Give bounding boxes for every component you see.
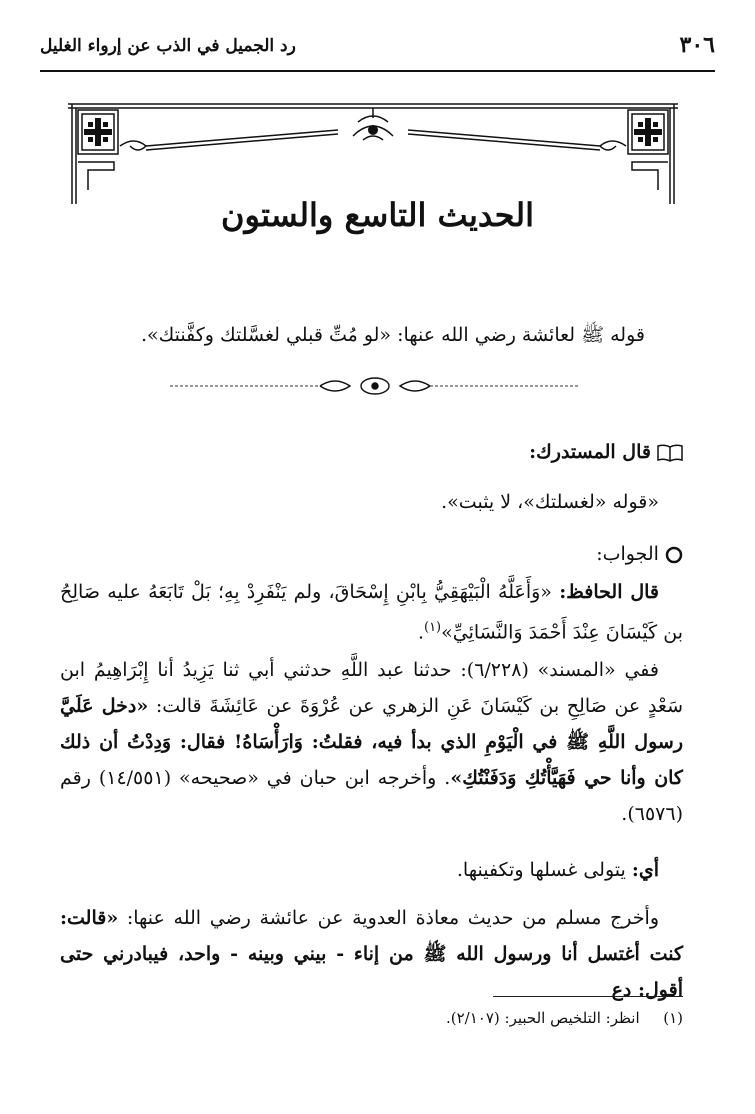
paragraph-explanation — [60, 852, 683, 888]
answer-label: الجواب: — [596, 543, 659, 565]
paragraph-muslim — [60, 900, 683, 1008]
hafiz-end: . — [417, 621, 424, 644]
paragraph-musnad — [60, 652, 683, 832]
muslim-matn: «قالت: كنت أغتسل أنا ورسول الله ﷺ من إناء - بيني وبينه - واحد، فيبادرني حتى أقول: دع — [60, 907, 683, 1001]
running-header — [40, 30, 715, 66]
open-book-icon — [657, 444, 683, 462]
footnote-ref: (١) — [423, 620, 442, 635]
musnad-matn: «دخل عَلَيَّ رسول اللَّهِ ﷺ في الْيَوْمِ الذي بدأ فيه، فقلتُ: وَارَأْسَاهُ! فقال: وَدِدْتُ أن ذلك كان وأنا حي فَهَيَّأْتُكِ وَدَفَنْتُكِ» — [60, 695, 683, 789]
explanation-text: يتولى غسلها وتكفينها. — [456, 859, 632, 881]
page-number: ٣٠٦ — [679, 32, 715, 58]
chapter-title: الحديث التاسع والستون — [221, 196, 534, 234]
separator-ornament — [170, 372, 580, 400]
mustadrik-heading — [60, 434, 683, 470]
explanation-lead: أي: — [631, 859, 659, 881]
book-title: رد الجميل في الذب عن إرواء الغليل — [40, 36, 296, 56]
hafiz-lead: قال الحافظ: — [559, 581, 659, 603]
header-rule — [40, 70, 715, 72]
mustadrik-label: قال المستدرك: — [529, 441, 651, 463]
musnad-isnad: ففي «المسند» (٦/٢٢٨): حدثنا عبد اللَّهِ حدثني أبي ثنا يَزِيدُ أنا إِبْرَاهِيمُ ابن سَعْدٍ عن صَالِحِ بن كَيْسَانَ عَنِ الزهري عن عُرْوَةَ عن عَائِشَةَ قالت: — [60, 659, 683, 717]
footnote — [60, 1006, 683, 1030]
footnote-number: (١) — [663, 1009, 683, 1027]
circle-bullet-icon — [665, 546, 683, 564]
ornamental-frame — [68, 100, 678, 210]
footnote-rule — [493, 996, 683, 997]
musnad-takhrij: . وأخرجه ابن حبان في «صحيحه» (١٤/٥٥١) رقم (٦٥٧٦). — [60, 767, 683, 825]
hadith-statement: قوله ﷺ لعائشة رضي الله عنها: «لو مُتِّ قبلي لغسَّلتك وكفَّنتك». — [140, 324, 645, 346]
mustadrik-text: «قوله «لغسلتك»، لا يثبت». — [441, 491, 659, 513]
paragraph-hafiz — [60, 574, 683, 650]
hafiz-text: «وَأَعَلَّهُ الْبَيْهَقِيُّ بِابْنِ إِسْحَاقَ، ولم يَنْفَرِدْ بِهِ؛ بَلْ تَابَعَهُ عليه صَالِحُ بن كَيْسَانَ عِنْدَ أَحْمَدَ وَالنَّسَائِيِّ» — [60, 581, 683, 644]
answer-heading — [60, 536, 683, 572]
muslim-isnad: وأخرج مسلم من حديث معاذة العدوية عن عائشة رضي الله عنها: — [118, 907, 659, 929]
footnote-text: انظر: التلخيص الحبير: (٢/١٠٧). — [445, 1009, 640, 1027]
